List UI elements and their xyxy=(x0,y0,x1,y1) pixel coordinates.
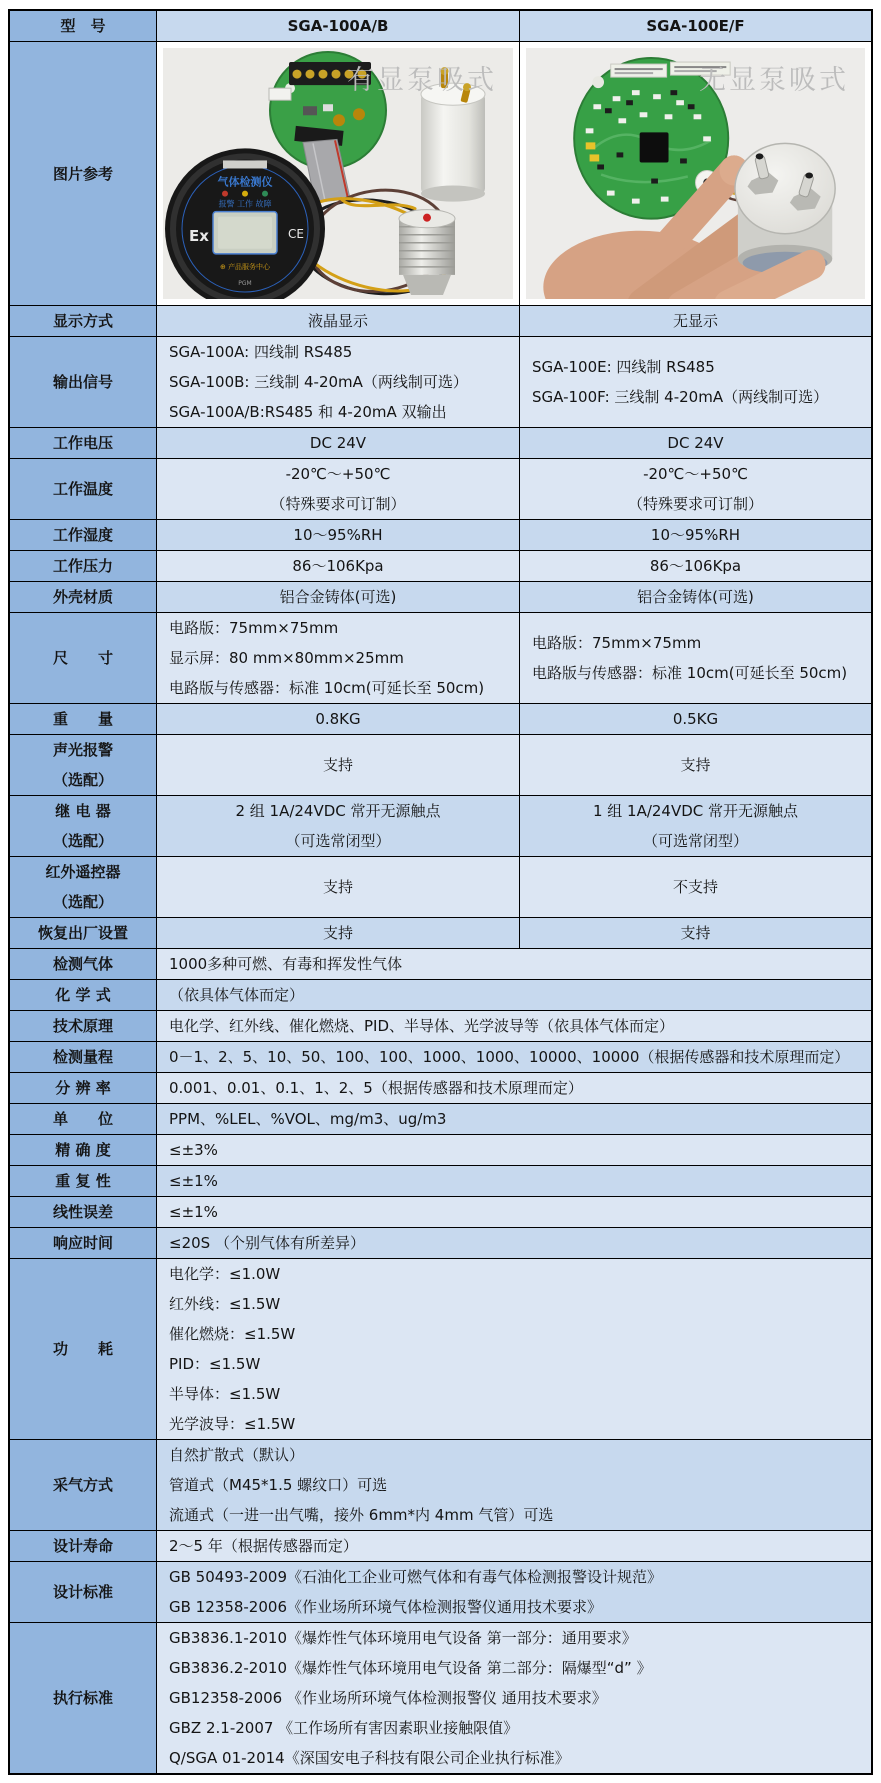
row-value-detected-gases xyxy=(156,949,871,979)
cell-text: 显示屏：80 mm×80mm×25mm xyxy=(169,649,404,667)
row-value-weight-ef xyxy=(519,704,871,734)
cell-text: DC 24V xyxy=(309,434,367,452)
cell-text: 0－1、2、5、10、50、100、100、1000、1000、10000、10000（根据传感器和技术原理而定） xyxy=(169,1048,850,1066)
row-value-working-temperature-ab xyxy=(156,459,519,519)
row-label-resolution xyxy=(10,1073,156,1103)
cell-text: 液晶显示 xyxy=(307,312,368,330)
row-label-repeatability xyxy=(10,1166,156,1196)
row-value-dimensions-ef xyxy=(519,613,871,703)
spec-row-working-humidity xyxy=(10,519,871,550)
row-value-housing-material-ef xyxy=(519,582,871,612)
header-model-ab-cell xyxy=(156,11,519,41)
svg-text:PGM: PGM xyxy=(238,279,252,287)
row-label-gas-sampling-mode xyxy=(10,1440,156,1530)
row-value-dimensions-ab xyxy=(156,613,519,703)
row-value-power-consumption xyxy=(156,1259,871,1439)
cell-text: （特殊要求可订制） xyxy=(627,495,763,513)
cell-text: 催化燃烧：≤1.5W xyxy=(169,1325,296,1343)
cell-text: 无显示 xyxy=(672,312,718,330)
row-label-response-time xyxy=(10,1228,156,1258)
row-label-display-mode xyxy=(10,306,156,336)
cell-text: 声光报警 xyxy=(52,741,113,759)
row-value-weight-ab xyxy=(156,704,519,734)
spec-row-working-voltage xyxy=(10,427,871,458)
cell-text: 重 量 xyxy=(52,710,113,728)
spec-row-design-life xyxy=(10,1530,871,1561)
row-value-linearity-error xyxy=(156,1197,871,1227)
cell-text: 分 辨 率 xyxy=(55,1079,111,1097)
row-value-chemical-formula xyxy=(156,980,871,1010)
spec-row-detection-range xyxy=(10,1041,871,1072)
row-value-output-signal-ef xyxy=(519,337,871,427)
row-label-linearity-error xyxy=(10,1197,156,1227)
watermark-no-display-pump: 无显泵吸式 xyxy=(699,65,849,96)
cell-text: 输出信号 xyxy=(52,373,113,391)
row-label-design-life xyxy=(10,1531,156,1561)
cell-text: 响应时间 xyxy=(52,1234,113,1252)
spec-row-response-time xyxy=(10,1227,871,1258)
cell-text: GBZ 2.1-2007 《工作场所有害因素职业接触限值》 xyxy=(169,1719,519,1737)
row-label-design-standards xyxy=(10,1562,156,1622)
cell-text: GB3836.1-2010《爆炸性气体环境用电气设备 第一部分：通用要求》 xyxy=(169,1629,637,1647)
spec-row-repeatability xyxy=(10,1165,871,1196)
cell-text: 检测气体 xyxy=(52,955,113,973)
cell-text: SGA-100F: 三线制 4-20mA（两线制可选） xyxy=(532,388,829,406)
row-value-working-pressure-ab xyxy=(156,551,519,581)
row-value-working-humidity-ab xyxy=(156,520,519,550)
cell-text: （可选常闭型） xyxy=(642,832,748,850)
spec-row-relay xyxy=(10,795,871,856)
cell-text: 继 电 器 xyxy=(55,802,111,820)
svg-text:CE: CE xyxy=(288,226,304,241)
cell-text: 执行标准 xyxy=(52,1689,113,1707)
row-label-dimensions xyxy=(10,613,156,703)
cell-text: 技术原理 xyxy=(52,1017,113,1035)
row-value-working-temperature-ef xyxy=(519,459,871,519)
header-row xyxy=(10,11,871,41)
row-value-relay-ab xyxy=(156,796,519,856)
spec-row-technical-principle xyxy=(10,1010,871,1041)
product-photo-sga100ef xyxy=(519,42,871,305)
svg-text:报警 工作 故障: 报警 工作 故障 xyxy=(218,199,272,209)
cell-text: 半导体：≤1.5W xyxy=(169,1385,281,1403)
cell-text: -20℃～+50℃ xyxy=(285,465,391,483)
cell-text: 红外遥控器 xyxy=(45,863,121,881)
cell-text: 电化学、红外线、催化燃烧、PID、半导体、光学波导等（依具体气体而定） xyxy=(169,1017,675,1035)
spec-row-chemical-formula xyxy=(10,979,871,1010)
row-label-detected-gases xyxy=(10,949,156,979)
row-value-audible-visual-alarm-ef xyxy=(519,735,871,795)
spec-row-execution-standards xyxy=(10,1622,871,1773)
cell-text: 10～95%RH xyxy=(293,526,383,544)
row-value-housing-material-ab xyxy=(156,582,519,612)
row-value-audible-visual-alarm-ab xyxy=(156,735,519,795)
cell-text: 外壳材质 xyxy=(52,588,113,606)
cell-text: 86～106Kpa xyxy=(292,557,384,575)
cell-text: 支持 xyxy=(680,756,711,774)
image-row-label: 图片参考 xyxy=(52,164,113,183)
cell-text: GB 50493-2009《石油化工企业可燃气体和有毒气体检测报警设计规范》 xyxy=(169,1568,662,1586)
spec-row-output-signal xyxy=(10,336,871,427)
cell-text: SGA-100A/B:RS485 和 4-20mA 双输出 xyxy=(169,403,447,421)
cell-text: 红外线：≤1.5W xyxy=(169,1295,281,1313)
cell-text: 工作压力 xyxy=(52,557,113,575)
cell-text: 铝合金铸体(可选) xyxy=(637,588,754,606)
row-label-housing-material xyxy=(10,582,156,612)
spec-row-dimensions xyxy=(10,612,871,703)
cell-text: SGA-100B: 三线制 4-20mA（两线制可选） xyxy=(169,373,468,391)
spec-row-detected-gases xyxy=(10,948,871,979)
spec-row-audible-visual-alarm xyxy=(10,734,871,795)
cell-text: ≤±1% xyxy=(169,1172,218,1190)
cell-text: 0.5KG xyxy=(672,710,719,728)
cell-text: 检测量程 xyxy=(52,1048,113,1066)
product-photo-sga100ab xyxy=(156,42,519,305)
spec-row-display-mode xyxy=(10,305,871,336)
cell-text: ≤±3% xyxy=(169,1141,218,1159)
cell-text: 管道式（M45*1.5 螺纹口）可选 xyxy=(169,1476,388,1494)
cell-text: 电化学：≤1.0W xyxy=(169,1265,281,1283)
svg-text:气体检测仪: 气体检测仪 xyxy=(217,175,273,189)
row-value-output-signal-ab xyxy=(156,337,519,427)
header-model-ab: SGA-100A/B xyxy=(287,17,389,35)
cell-text: 电路版：75mm×75mm xyxy=(169,619,339,637)
cell-text: 功 耗 xyxy=(52,1340,113,1358)
spec-row-gas-sampling-mode xyxy=(10,1439,871,1530)
row-label-working-pressure xyxy=(10,551,156,581)
spec-row-linearity-error xyxy=(10,1196,871,1227)
spec-row-power-consumption xyxy=(10,1258,871,1439)
spec-row-working-pressure xyxy=(10,550,871,581)
cell-text: 1000多种可燃、有毒和挥发性气体 xyxy=(169,955,403,973)
svg-text:Ex: Ex xyxy=(189,226,209,245)
row-value-working-voltage-ef xyxy=(519,428,871,458)
cell-text: 光学波导：≤1.5W xyxy=(169,1415,296,1433)
row-value-display-mode-ab xyxy=(156,306,519,336)
cell-text: 采气方式 xyxy=(52,1476,113,1494)
row-label-factory-reset xyxy=(10,918,156,948)
row-value-design-standards xyxy=(156,1562,871,1622)
watermark-with-display-pump: 有显泵吸式 xyxy=(347,65,497,96)
cell-text: 工作温度 xyxy=(52,480,113,498)
cell-text: 工作湿度 xyxy=(52,526,113,544)
row-value-detection-range xyxy=(156,1042,871,1072)
row-value-ir-remote-ab xyxy=(156,857,519,917)
cell-text: （选配） xyxy=(52,771,113,789)
cell-text: ≤±1% xyxy=(169,1203,218,1221)
cell-text: （可选常闭型） xyxy=(285,832,391,850)
header-model-ef-cell xyxy=(519,11,871,41)
cell-text: PPM、%LEL、%VOL、mg/m3、ug/m3 xyxy=(169,1110,447,1128)
cell-text: PID：≤1.5W xyxy=(169,1355,261,1373)
cell-text: 自然扩散式（默认） xyxy=(169,1446,305,1464)
spec-row-design-standards xyxy=(10,1561,871,1622)
cell-text: 化 学 式 xyxy=(55,986,111,1004)
cell-text: 电路版：75mm×75mm xyxy=(532,634,702,652)
cell-text: Q/SGA 01-2014《深国安电子科技有限公司企业执行标准》 xyxy=(169,1749,570,1767)
cell-text: 0.8KG xyxy=(315,710,361,728)
cell-text: GB12358-2006 《作业场所环境气体检测报警仪 通用技术要求》 xyxy=(169,1689,607,1707)
cell-text: 尺 寸 xyxy=(52,649,113,667)
row-label-ir-remote xyxy=(10,857,156,917)
row-value-factory-reset-ab xyxy=(156,918,519,948)
spec-row-working-temperature xyxy=(10,458,871,519)
row-label-output-signal xyxy=(10,337,156,427)
cell-text: 显示方式 xyxy=(52,312,113,330)
header-label: 型 号 xyxy=(60,17,106,35)
cell-text: （特殊要求可订制） xyxy=(270,495,406,513)
cell-text: 10～95%RH xyxy=(650,526,741,544)
spec-row-housing-material xyxy=(10,581,871,612)
row-label-technical-principle xyxy=(10,1011,156,1041)
spec-row-resolution xyxy=(10,1072,871,1103)
row-value-resolution xyxy=(156,1073,871,1103)
cell-text: GB3836.2-2010《爆炸性气体环境用电气设备 第二部分：隔爆型“d” 》 xyxy=(169,1659,652,1677)
row-value-working-humidity-ef xyxy=(519,520,871,550)
row-label-relay xyxy=(10,796,156,856)
row-label-working-voltage xyxy=(10,428,156,458)
cell-text: 2～5 年（根据传感器而定） xyxy=(169,1537,358,1555)
cell-text: 设计标准 xyxy=(52,1583,113,1601)
row-value-design-life xyxy=(156,1531,871,1561)
row-value-units xyxy=(156,1104,871,1134)
cell-text: 支持 xyxy=(680,924,711,942)
row-value-technical-principle xyxy=(156,1011,871,1041)
cell-text: （选配） xyxy=(52,832,113,850)
cell-text: DC 24V xyxy=(667,434,724,452)
row-value-relay-ef xyxy=(519,796,871,856)
cell-text: 线性误差 xyxy=(52,1203,113,1221)
row-value-accuracy xyxy=(156,1135,871,1165)
row-label-weight xyxy=(10,704,156,734)
header-model-ef: SGA-100E/F xyxy=(646,17,745,35)
cell-text: 电路版与传感器：标准 10cm(可延长至 50cm) xyxy=(532,664,848,682)
cell-text: SGA-100A: 四线制 RS485 xyxy=(169,343,353,361)
row-label-accuracy xyxy=(10,1135,156,1165)
image-row xyxy=(10,41,871,305)
cell-text: 0.001、0.01、0.1、1、2、5（根据传感器和技术原理而定） xyxy=(169,1079,583,1097)
svg-text:⊕ 产品服务中心: ⊕ 产品服务中心 xyxy=(220,261,270,271)
cell-text: SGA-100E: 四线制 RS485 xyxy=(532,358,715,376)
cell-text: 精 确 度 xyxy=(55,1141,111,1159)
header-label-cell xyxy=(10,11,156,41)
spec-row-ir-remote xyxy=(10,856,871,917)
row-value-gas-sampling-mode xyxy=(156,1440,871,1530)
ribbed-sensor-graphic xyxy=(399,210,455,295)
spec-row-weight xyxy=(10,703,871,734)
row-label-audible-visual-alarm xyxy=(10,735,156,795)
row-value-display-mode-ef xyxy=(519,306,871,336)
cell-text: 单 位 xyxy=(52,1110,113,1128)
cell-text: -20℃～+50℃ xyxy=(643,465,748,483)
row-label-execution-standards xyxy=(10,1623,156,1773)
cell-text: 1 组 1A/24VDC 常开无源触点 xyxy=(592,802,799,820)
cell-text: 支持 xyxy=(322,924,353,942)
row-value-factory-reset-ef xyxy=(519,918,871,948)
cell-text: （选配） xyxy=(52,893,113,911)
cell-text: 支持 xyxy=(322,756,353,774)
row-label-detection-range xyxy=(10,1042,156,1072)
cell-text: 86～106Kpa xyxy=(649,557,742,575)
row-value-repeatability xyxy=(156,1166,871,1196)
row-value-working-voltage-ab xyxy=(156,428,519,458)
cell-text: （依具体气体而定） xyxy=(169,986,305,1004)
spec-table xyxy=(8,9,873,1775)
cell-text: 工作电压 xyxy=(52,434,113,452)
spec-row-accuracy xyxy=(10,1134,871,1165)
cell-text: 铝合金铸体(可选) xyxy=(279,588,397,606)
row-value-response-time xyxy=(156,1228,871,1258)
spec-row-factory-reset xyxy=(10,917,871,948)
cell-text: 设计寿命 xyxy=(52,1537,113,1555)
cell-text: 重 复 性 xyxy=(55,1172,111,1190)
cell-text: 不支持 xyxy=(672,878,718,896)
spec-row-units xyxy=(10,1103,871,1134)
row-label-power-consumption xyxy=(10,1259,156,1439)
row-label-chemical-formula xyxy=(10,980,156,1010)
cell-text: 支持 xyxy=(322,878,353,896)
row-label-units xyxy=(10,1104,156,1134)
row-value-working-pressure-ef xyxy=(519,551,871,581)
cell-text: GB 12358-2006《作业场所环境气体检测报警仪通用技术要求》 xyxy=(169,1598,602,1616)
row-value-execution-standards xyxy=(156,1623,871,1773)
row-label-working-humidity xyxy=(10,520,156,550)
row-value-ir-remote-ef xyxy=(519,857,871,917)
cell-text: 恢复出厂设置 xyxy=(37,924,128,942)
cell-text: 电路版与传感器：标准 10cm(可延长至 50cm) xyxy=(169,679,485,697)
cell-text: ≤20S （个别气体有所差异） xyxy=(169,1234,365,1252)
cell-text: 2 组 1A/24VDC 常开无源触点 xyxy=(235,802,441,820)
image-row-label-cell xyxy=(10,42,156,305)
cell-text: 流通式（一进一出气嘴，接外 6mm*内 4mm 气管）可选 xyxy=(169,1506,554,1524)
row-label-working-temperature xyxy=(10,459,156,519)
